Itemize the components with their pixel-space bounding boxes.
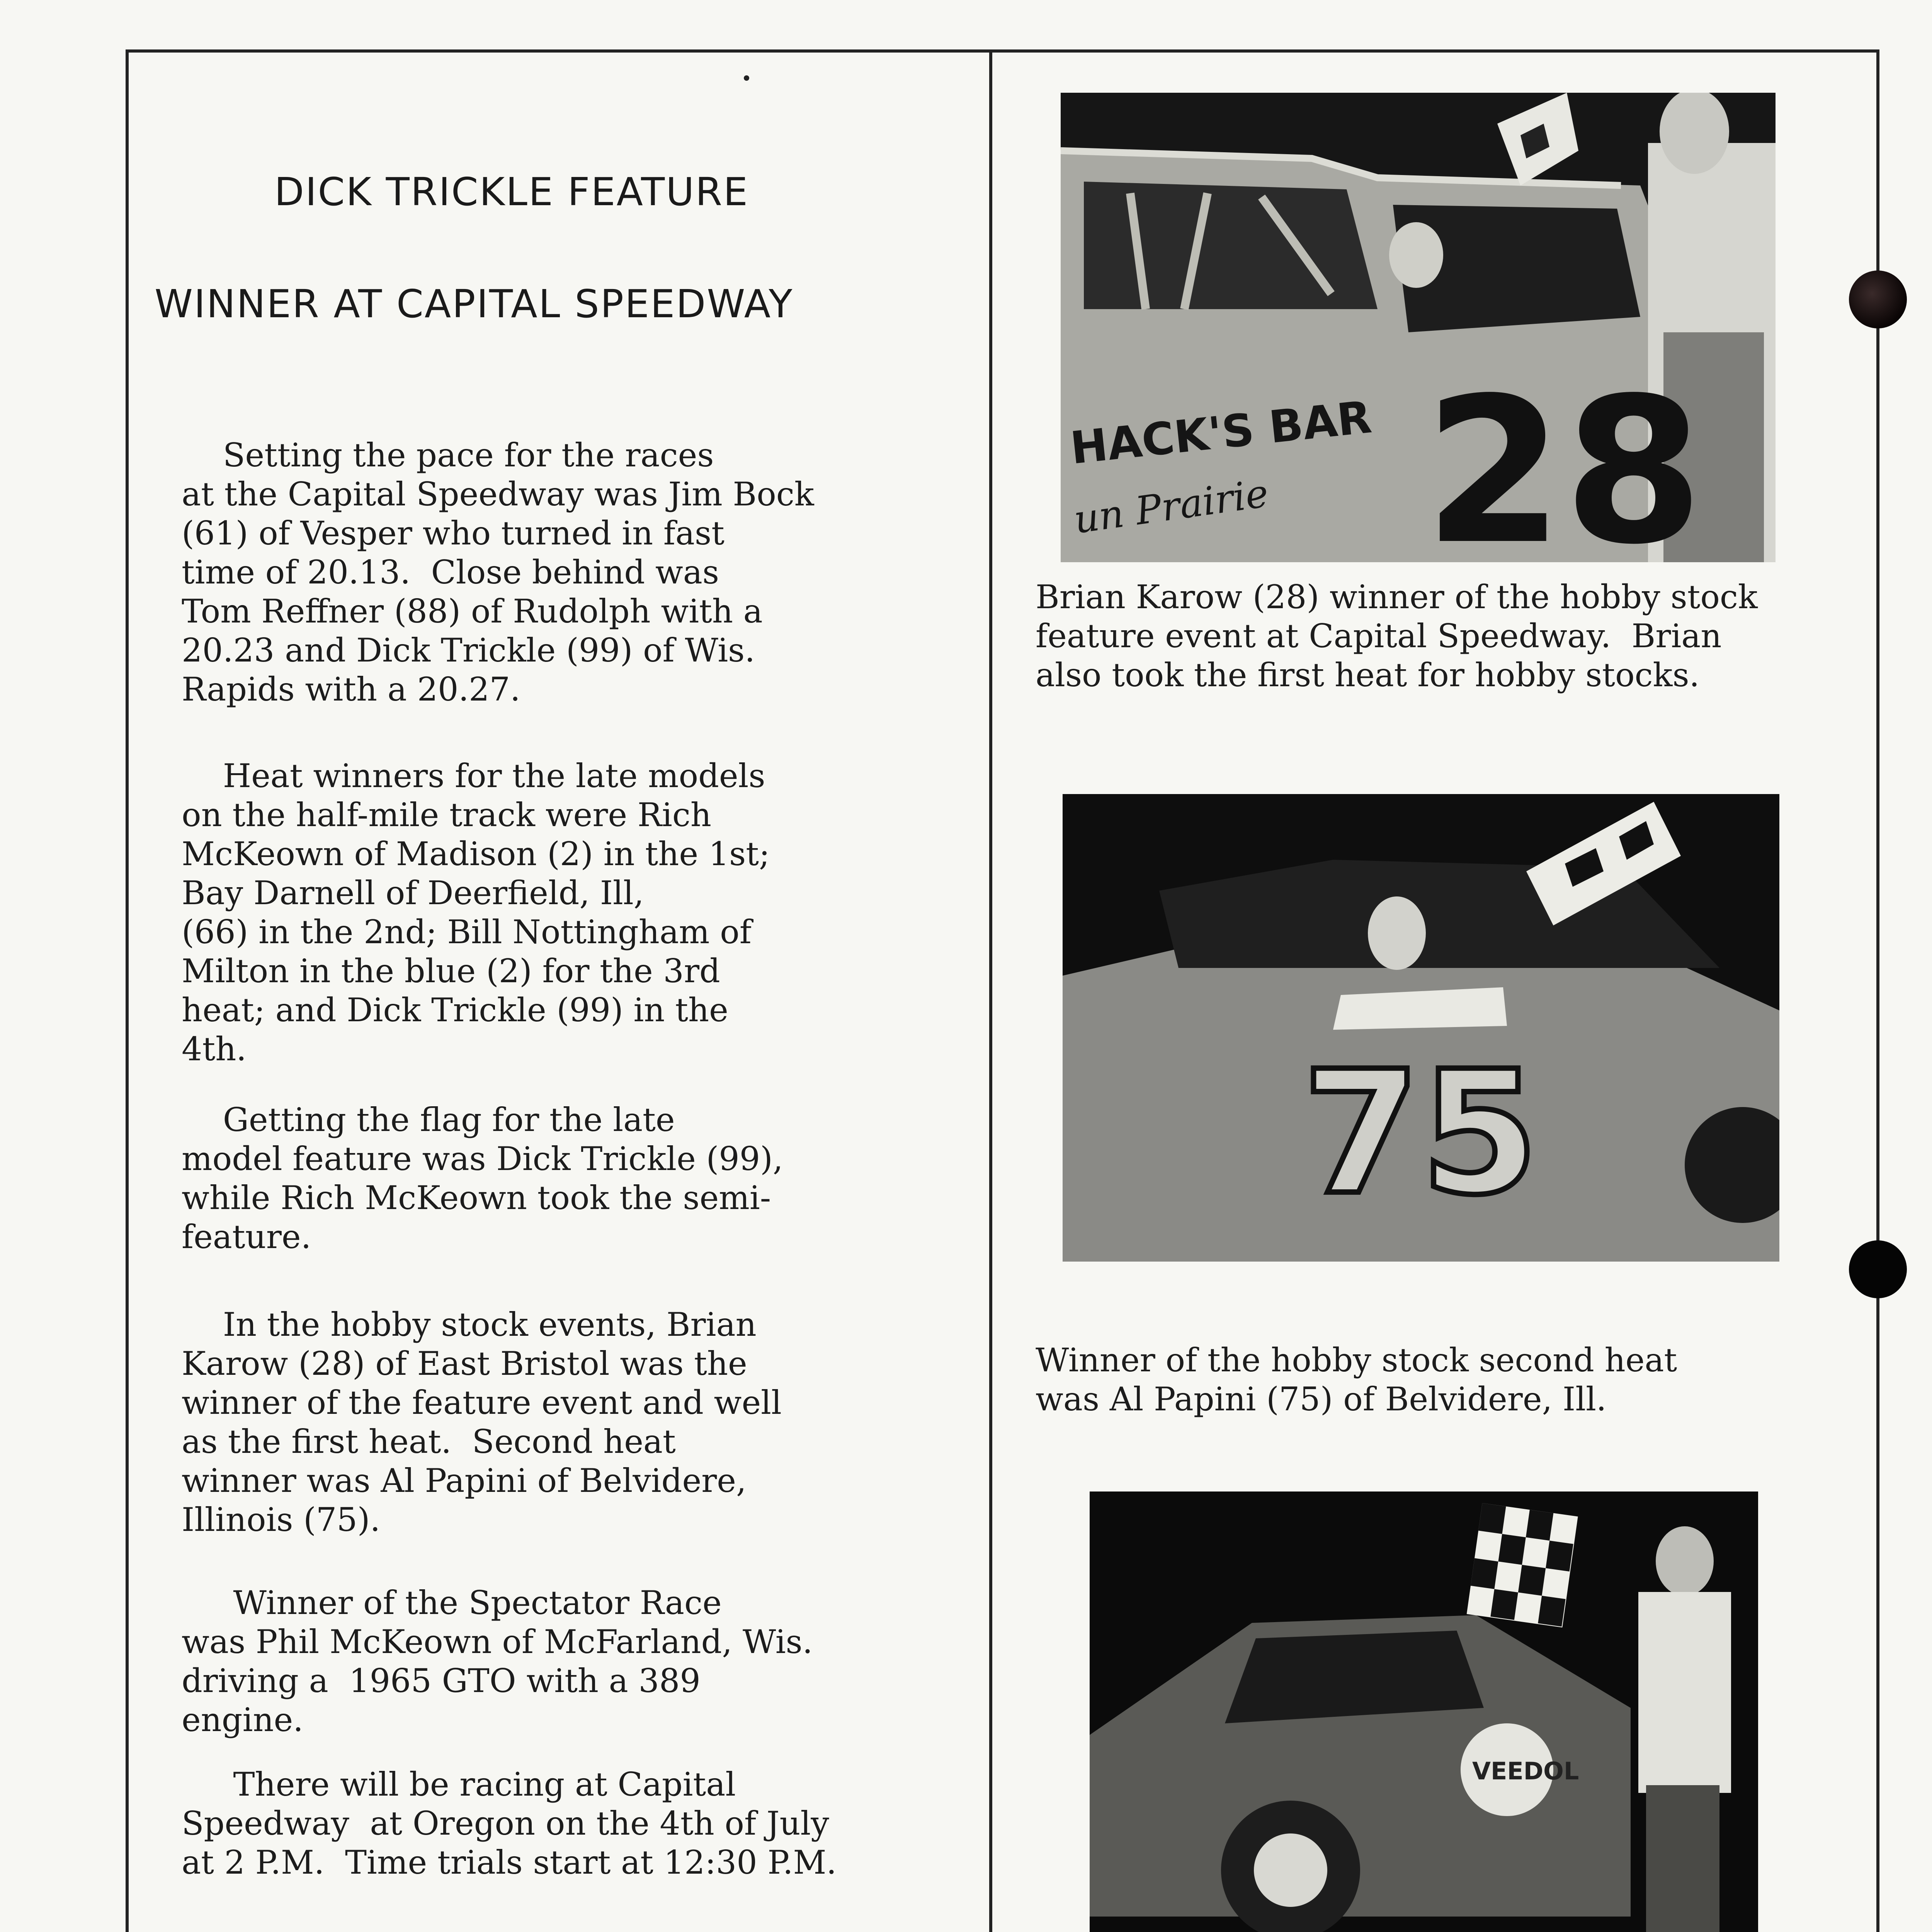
paragraph-hobby-stock: In the hobby stock events, Brian Karow (28) of East Bristol was the winner of the feature event and well as the first heat. Second heat winner was Al Papini of Belvidere, Illinois (75).	[182, 1306, 782, 1539]
paragraph-next-race: There will be racing at Capital Speedway at Oregon on the 4th of July at 2 P.M. Time trials start at 12:30 P.M.	[182, 1765, 837, 1881]
paragraph-heat-winners: Heat winners for the late models on the half-mile track were Rich McKeown of Madison (2) in the 1st; Bay Darnell of Deerfield, Ill, (66) in the 2nd; Bill Nottingham of Milton in the blue (2) for the 3rd heat; and Dick Trickle (99) in the 4th.	[182, 757, 770, 1068]
photo-nottingham	[1090, 1492, 1758, 1932]
door-sign-line-1: HACK'S BAR	[1068, 391, 1374, 474]
caption-photo-1: Brian Karow (28) winner of the hobby stock feature event at Capital Speedway. Brian also took the first heat for hobby stocks.	[1036, 578, 1758, 694]
car-number-75: 75	[1302, 1034, 1539, 1232]
headline-line-2: WINNER AT CAPITAL SPEEDWAY	[155, 281, 794, 327]
stray-dot	[744, 75, 749, 81]
sponsor-text: VEEDOL	[1472, 1757, 1579, 1785]
photo-car-28	[1061, 93, 1776, 562]
headline-line-1: DICK TRICKLE FEATURE	[274, 169, 749, 214]
paragraph-time-trials: Setting the pace for the races at the Capital Speedway was Jim Bock (61) of Vesper who turned in fast time of 20.13. Close behind was Tom Reffner (88) of Rudolph with a 20.23 and Dick Trickle (99) of Wis. Rapids with a 20.27.	[182, 436, 814, 708]
paragraph-late-model-feature: Getting the flag for the late model feature was Dick Trickle (99), while Rich McKeown took the semi- feature.	[182, 1101, 783, 1256]
punch-hole	[1849, 1240, 1907, 1298]
paragraph-spectator-race: Winner of the Spectator Race was Phil McKeown of McFarland, Wis. driving a 1965 GTO with a 389 engine.	[182, 1584, 813, 1739]
punch-hole	[1849, 270, 1907, 328]
door-sign-line-2: un Prairie	[1071, 470, 1271, 543]
photo-car-75	[1063, 794, 1779, 1262]
car-number-28: 28	[1424, 354, 1704, 562]
caption-photo-2: Winner of the hobby stock second heat was Al Papini (75) of Belvidere, Ill.	[1036, 1341, 1677, 1418]
